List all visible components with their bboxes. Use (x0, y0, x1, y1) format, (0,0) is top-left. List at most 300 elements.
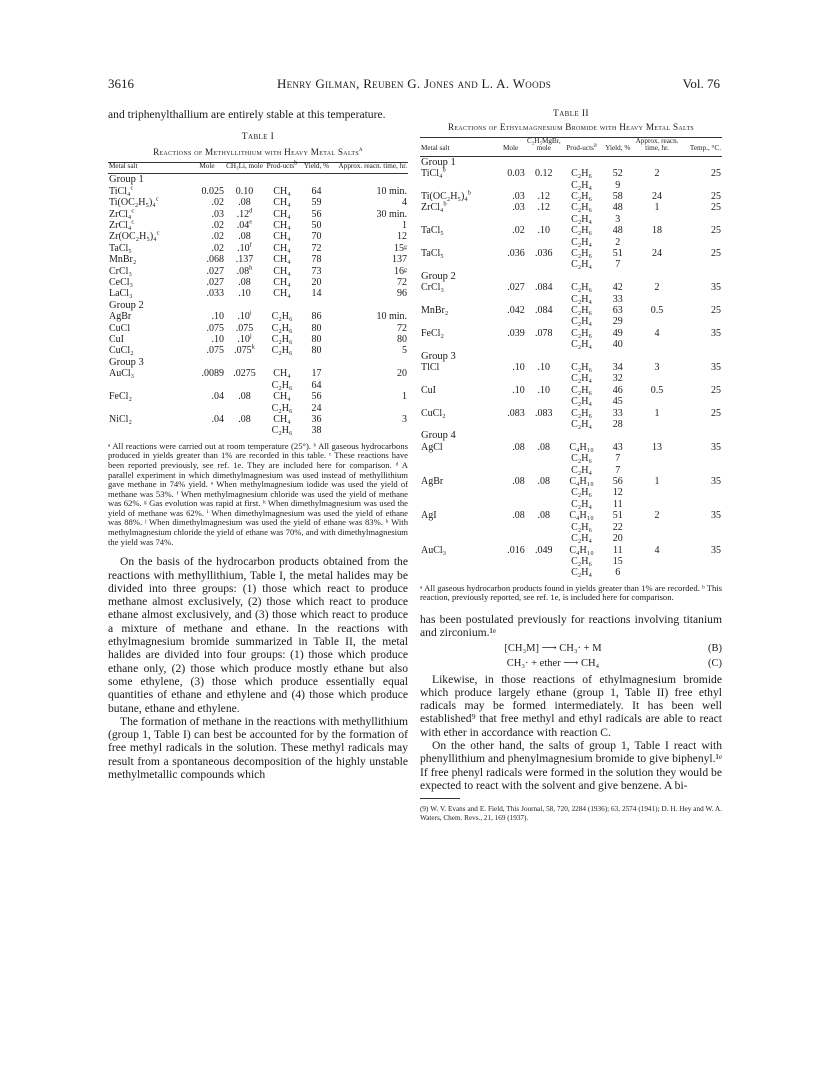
table1-time: 96 (397, 288, 407, 300)
table1-mole: .03 (211, 208, 224, 220)
table1-metal-salt-cell (108, 368, 189, 379)
table2-metal-salt-cell (420, 248, 496, 259)
table2-temp (680, 214, 722, 225)
table1-methyllithium-cell (225, 311, 264, 322)
table2-row (420, 522, 722, 533)
table2-metal-salt-cell (420, 339, 496, 350)
table2-yield: 48 (612, 225, 623, 237)
table2-row (420, 168, 722, 179)
table1-methyllithium-mole: .12 (236, 208, 250, 220)
table2-temp: 25 (711, 202, 721, 214)
table1-yield: 80 (311, 334, 322, 346)
table2-row (420, 294, 722, 305)
table1-metal-salt: Ti(OC₂H₅)₄ (109, 197, 156, 209)
table2-grignard-mole (526, 316, 562, 327)
table1-mole: .068 (206, 254, 224, 266)
table2-yield: 34 (612, 362, 623, 373)
table1-metal-salt-cell (108, 209, 189, 220)
table2-temp (680, 556, 722, 567)
table2-group-row (420, 156, 722, 168)
table2-mole: .016 (507, 544, 525, 556)
table1-header-mark-3: b (294, 159, 298, 167)
table1-product: CH₄ (273, 185, 291, 197)
table1-header-text-5: Approx. reacn. time, hr. (338, 161, 407, 170)
table2-row (420, 191, 722, 202)
left-column (108, 108, 408, 781)
table2-temp (680, 259, 722, 270)
table1-mole (189, 425, 225, 436)
table1-metal-salt-cell (108, 323, 189, 334)
table1-metal-salt: Zr(OC₂H₅)₄ (109, 231, 157, 243)
table1-metal-salt: ZrCl₄ (109, 220, 132, 232)
table1-methyllithium-cell (225, 368, 264, 379)
table2-temp: 35 (711, 544, 721, 556)
table2-temp (680, 567, 722, 578)
table2-grignard-mole: .08 (537, 476, 551, 488)
table2-row (420, 442, 722, 453)
table1-product: CH₄ (273, 288, 291, 300)
table2-mole: .042 (507, 304, 525, 316)
table2-metal-salt-cell (420, 385, 496, 396)
table1-methyllithium-cell (225, 277, 264, 288)
table2-product: C₂H₆ (571, 225, 592, 237)
table1-product: C₂H₆ (271, 322, 293, 334)
table2-mole (496, 259, 526, 270)
table2-yield: 20 (612, 533, 623, 545)
table1-mole-mark: k (251, 344, 255, 352)
table2-product: C₂H₆ (571, 327, 592, 339)
table2-grignard-mole (526, 499, 562, 510)
table2-yield: 51 (612, 510, 623, 522)
table1-metal-salt: NiCl₂ (109, 413, 132, 425)
table2-yield: 22 (612, 521, 623, 533)
table1-yield: 59 (311, 197, 322, 209)
table2-product: C₂H₄ (571, 419, 592, 431)
table2-product: C₂H₄ (571, 533, 592, 545)
table2-metal-salt-cell (420, 294, 496, 305)
table2-product: C₂H₆ (571, 555, 592, 567)
table1-methyllithium-cell (225, 414, 264, 425)
table2-grignard-mole (526, 259, 562, 270)
table2-product: C₂H₄ (571, 464, 592, 476)
table1-row (108, 334, 408, 345)
table1-mole-mark: j (249, 332, 252, 340)
table2-mole (496, 373, 526, 384)
table1-metal-salt-cell (108, 266, 189, 277)
table2-grignard-mole: .036 (535, 247, 553, 259)
table2-time (634, 499, 679, 510)
table2-metal-salt: TlCl (421, 362, 440, 373)
table2-metal-salt: CuCl₂ (421, 407, 446, 419)
table2-row (420, 419, 722, 430)
table2-grignard-mole (526, 294, 562, 305)
table1-methyllithium-mole: .08 (238, 277, 251, 289)
table2-temp: 25 (711, 190, 721, 202)
table2-metal-salt-cell (420, 510, 496, 521)
table1-title-mark: a (358, 146, 363, 154)
table2-time: 0.5 (650, 304, 664, 316)
table2-header-text-4: Yield, % (605, 144, 631, 153)
left-paragraph-1: On the basis of the hydrocarbon products obtained from the reactions with methyllithium, Table I, the metal halides may be divided into three groups: (1) those which react to produce methane almost exclusively, (2) those which react to produce ethane almost exclusively, and (3) those which react to produce a mixture of methane and ethane. In the reactions with ethylmagnesium bromide summarized in Table II, the metal halides are divided into four groups: (1) those which produce ethane only, (2) those which produce mostly ethane but also some ethylene, (3) those which produce essentially equal quantities of ethane and ethylene and (4) those which produce butane, ethane and ethylene. (108, 555, 408, 715)
table2-mole: .08 (512, 476, 525, 488)
table2-grignard-mole (526, 180, 562, 191)
table2-row (420, 499, 722, 510)
table2-grignard-mole (526, 419, 562, 430)
table1-metal-salt: CuI (109, 334, 124, 346)
table2-metal-salt: TaCl₅ (421, 247, 444, 259)
equation-c-label: (C) (708, 658, 722, 669)
table2-group-row (420, 430, 722, 441)
table2-metal-salt: AuCl₃ (421, 544, 447, 556)
table1-metal-salt: FeCl₂ (109, 391, 132, 403)
table2-metal-salt-cell (420, 545, 496, 556)
table2-mole (496, 294, 526, 305)
table2-mole (496, 522, 526, 533)
table1-time (333, 425, 408, 436)
table1-time: 10 min. (376, 185, 407, 197)
table1-time (333, 403, 408, 414)
table2-product: C₂H₆ (571, 521, 592, 533)
table2-mole (496, 180, 526, 191)
table2-salt-mark: b (442, 166, 446, 174)
table2-mole: .027 (507, 282, 525, 294)
table2-metal-salt-cell (420, 316, 496, 327)
table1-product: CH₄ (273, 277, 291, 289)
page-number: 3616 (108, 76, 134, 91)
table2-metal-salt-cell (420, 168, 496, 179)
table1-group-label: Group 3 (109, 356, 144, 368)
table2-metal-salt: CrCl₃ (421, 282, 444, 294)
table2-group-row (420, 351, 722, 362)
table2-time: 1 (654, 407, 660, 419)
table1-header-text-1: Mole (199, 161, 215, 170)
table1-product: C₂H₆ (271, 379, 293, 391)
table1-title-text: Reactions of Methyllithium with Heavy Metal Salts (153, 147, 359, 158)
table2-temp: 35 (711, 362, 721, 373)
intro-text: and triphenylthallium are entirely stable at this temperature. (108, 108, 386, 121)
table1-methyllithium-cell (225, 243, 264, 254)
table1-metal-salt: CeCl₃ (109, 277, 134, 289)
table1-metal-salt: ZrCl₄ (109, 208, 132, 220)
table1-metal-salt-cell (108, 403, 189, 414)
volume-label: Vol. 76 (682, 76, 720, 91)
table1-methyllithium-mole: .08 (238, 197, 251, 209)
table1-methyllithium-cell (225, 403, 264, 414)
table2-product: C₂H₆ (571, 168, 592, 180)
table1-metal-salt-cell (108, 334, 189, 345)
table2-metal-salt-cell (420, 237, 496, 248)
table1-group-label: Group 1 (109, 174, 144, 186)
table1-metal-salt-cell (108, 345, 189, 356)
table1-header-5 (333, 162, 408, 174)
table2-header-0 (420, 137, 496, 156)
table1-metal-salt-cell (108, 311, 189, 322)
table1-product: C₂H₆ (271, 402, 293, 414)
table2-temp (680, 419, 722, 430)
table2-metal-salt: TiCl₄ (421, 168, 443, 180)
table1-time: 3 (402, 413, 407, 425)
table1-mole: .02 (211, 197, 224, 209)
table2-mole: 0.03 (507, 168, 525, 180)
table2-time (634, 533, 679, 544)
table1-mole: .04 (211, 391, 224, 403)
table2-temp (680, 339, 722, 350)
table2-temp (680, 499, 722, 510)
table2-row (420, 180, 722, 191)
reference-9: (9) W. V. Evans and E. Field, This Journal, 58, 720, 2284 (1936); 63, 2574 (1941); D. H. Hey and W. A. Waters, Chem. Revs., 21, 169 (1937). (420, 805, 722, 822)
table2-product: C₂H₆ (571, 407, 592, 419)
table2-row (420, 510, 722, 521)
table2-title: Reactions of Ethylmagnesium Bromide with Heavy Metal Salts (447, 122, 695, 132)
table2-grignard-mole: .084 (535, 282, 553, 294)
table2-time (634, 419, 679, 430)
table2-product: C₄H₁₀ (569, 544, 594, 556)
table1-product: CH₄ (273, 208, 291, 220)
table2-metal-salt-cell (420, 214, 496, 225)
table2-product: C₄H₁₀ (569, 476, 594, 488)
table2-row (420, 282, 722, 293)
table2-header-text-0: Metal salt (421, 144, 450, 153)
table1-product: C₂H₆ (271, 425, 293, 437)
table1-methyllithium-cell (225, 288, 264, 299)
table1-header-text-3: Prod-ucts (266, 161, 295, 170)
table1-product: CH₄ (273, 231, 291, 243)
equation-b (420, 642, 722, 656)
table2-yield: 11 (612, 544, 623, 556)
table2-time (634, 237, 679, 248)
table2-yield: 56 (612, 476, 623, 488)
table1-product: CH₄ (273, 391, 291, 403)
table2 (420, 137, 722, 579)
table1-title (108, 147, 408, 159)
table1-yield: 64 (311, 185, 322, 197)
table2-mole (496, 419, 526, 430)
table1-time: 16ᵍ (393, 265, 407, 277)
table2-metal-salt-cell (420, 191, 496, 202)
table1-yield: 50 (311, 220, 322, 232)
table1-methyllithium-cell (225, 345, 264, 356)
table1-group-row (108, 300, 408, 311)
table1-metal-salt: TiCl₄ (109, 185, 131, 197)
table2-time: 4 (654, 544, 660, 556)
table1-methyllithium-cell (225, 334, 264, 345)
table1-row (108, 254, 408, 265)
table2-metal-salt-cell (420, 225, 496, 236)
table2-yield: 48 (612, 202, 623, 214)
table2-temp: 35 (711, 510, 721, 522)
table2-metal-salt-cell (420, 465, 496, 476)
table2-grignard-mole: .12 (537, 190, 551, 202)
table1-row (108, 186, 408, 197)
table1-methyllithium-cell (225, 323, 264, 334)
table2-metal-salt-cell (420, 476, 496, 487)
table1-product: CH₄ (273, 265, 291, 277)
table2-grignard-mole: .10 (537, 384, 551, 396)
table2-metal-salt-cell (420, 567, 496, 578)
table1-header-4 (300, 162, 333, 174)
table2-yield: 7 (615, 464, 621, 476)
table2-row (420, 487, 722, 498)
table2-metal-salt-cell (420, 487, 496, 498)
table2-row (420, 328, 722, 339)
table1-header-text-0: Metal salt (109, 161, 138, 170)
table2-metal-salt: ZrCl₄ (421, 202, 444, 214)
table1-yield: 70 (311, 231, 322, 243)
table1-row (108, 345, 408, 356)
table2-product: C₂H₆ (571, 362, 592, 373)
table2-yield: 12 (612, 487, 623, 499)
table2-grignard-mole (526, 567, 562, 578)
table2-grignard-mole: .10 (537, 225, 551, 237)
table2-metal-salt: Ti(OC₂H₅)₄ (421, 190, 468, 202)
table2-metal-salt-cell (420, 522, 496, 533)
table1-product: CH₄ (273, 197, 291, 209)
table1-mole: .10 (211, 334, 224, 346)
table1-metal-salt: CuCl (109, 322, 131, 334)
table2-temp (680, 453, 722, 464)
table2-metal-salt: AgI (421, 510, 437, 522)
table2-temp (680, 294, 722, 305)
table1-methyllithium-cell (225, 266, 264, 277)
table2-metal-salt: FeCl₂ (421, 327, 444, 339)
table1-methyllithium-mole: 0.10 (235, 185, 254, 197)
table2-mole: .10 (512, 384, 525, 396)
right-paragraph-3: On the other hand, the salts of group 1, Table I react with phenyllithium and phenylmagnesium bromide to give biphenyl.¹ᵉ If free phenyl radicals were formed in the solution they would be expected to react with the solvent and give benzene. A bi- (420, 738, 722, 792)
table2-yield: 29 (612, 316, 623, 328)
table2-header-text-1: Mole (503, 144, 519, 153)
table1-time: 4 (402, 197, 407, 209)
table2-grignard-mole: .10 (537, 362, 551, 373)
table1-row (108, 209, 408, 220)
table2-mole: .03 (512, 202, 525, 214)
table2-yield: 11 (612, 498, 623, 510)
table2-product: C₄H₁₀ (569, 441, 594, 453)
table1-mole: .02 (211, 231, 224, 243)
table1-time: 12 (397, 231, 407, 243)
table1-time: 72 (397, 322, 407, 334)
table2-row (420, 237, 722, 248)
table1-mole (189, 403, 225, 414)
table1-mole-mark: e (249, 218, 253, 226)
table1-methyllithium-cell (225, 186, 264, 197)
table2-time (634, 180, 679, 191)
table2-yield: 49 (612, 327, 623, 339)
table2-time: 1 (654, 476, 660, 488)
table1-methyllithium-mole: .10 (237, 311, 250, 323)
table2-mole (496, 339, 526, 350)
table1-yield: 80 (311, 345, 322, 357)
table1-mole-mark: f (249, 241, 252, 249)
table2-time: 2 (654, 168, 660, 180)
table2-row (420, 567, 722, 578)
table2-metal-salt: CuI (421, 384, 436, 396)
table2-metal-salt-cell (420, 442, 496, 453)
table1-time: 72 (397, 277, 407, 289)
table2-grignard-mole (526, 522, 562, 533)
table1-row (108, 288, 408, 299)
table2-metal-salt-cell (420, 180, 496, 191)
table2-temp: 25 (711, 407, 721, 419)
table2-time: 1 (654, 202, 660, 214)
table2-yield: 42 (612, 282, 623, 294)
table1-group-label: Group 2 (109, 299, 144, 311)
table2-grignard-mole (526, 214, 562, 225)
table2-mole (496, 556, 526, 567)
table2-row (420, 248, 722, 259)
table1-time: 1 (402, 391, 407, 403)
table2-mole: .10 (512, 362, 525, 373)
table2-time (634, 522, 679, 533)
table1-row (108, 425, 408, 436)
table2-time: 2 (654, 282, 660, 294)
table2-row (420, 396, 722, 407)
authors-line: Henry Gilman, Reuben G. Jones and L. A. Woods (276, 76, 552, 91)
table2-mole (496, 396, 526, 407)
table2-time (634, 396, 679, 407)
table1-methyllithium-mole: .08 (236, 265, 250, 277)
table2-mole (496, 499, 526, 510)
table2-row (420, 408, 722, 419)
table2-temp: 25 (711, 168, 721, 180)
table2-mole (496, 487, 526, 498)
table1-yield: 24 (311, 402, 322, 414)
table2-time: 2 (654, 510, 660, 522)
table1-product: C₂H₆ (271, 334, 293, 346)
table2-row (420, 545, 722, 556)
table2-row (420, 259, 722, 270)
table2-header-mark-3: a (593, 141, 597, 149)
table2-yield: 33 (612, 293, 623, 305)
table2-grignard-mole: .083 (535, 407, 553, 419)
table2-product: C₂H₄ (571, 293, 592, 305)
table2-product: C₂H₆ (571, 384, 592, 396)
table1-header-0 (108, 162, 189, 174)
table1-group-row (108, 174, 408, 186)
table2-product: C₂H₄ (571, 316, 592, 328)
table2-product: C₂H₄ (571, 259, 592, 271)
table2-salt-mark: b (467, 189, 472, 197)
table1-metal-salt: LaCl₃ (109, 288, 133, 300)
table1-row (108, 197, 408, 208)
table2-time (634, 556, 679, 567)
table2-temp (680, 487, 722, 498)
table2-row (420, 453, 722, 464)
table2-yield: 52 (612, 168, 623, 180)
table2-yield: 7 (615, 453, 621, 465)
table1-time: 1 (402, 220, 407, 232)
table2-metal-salt-cell (420, 533, 496, 544)
table2-header-text-3: Prod-ucts (566, 144, 594, 153)
table1-row (108, 311, 408, 322)
table2-mole (496, 533, 526, 544)
table2-yield: 51 (612, 247, 623, 259)
table2-mole (496, 237, 526, 248)
table2-yield: 58 (612, 190, 623, 202)
table2-salt-mark: b (443, 200, 447, 208)
table2-header-4 (601, 137, 634, 156)
table2-grignard-mole: .084 (535, 304, 553, 316)
equation-c-text: CH₃· + ether ⟶ CH₄ (506, 658, 600, 669)
table2-product: C₂H₆ (571, 282, 592, 294)
table1-header-2 (225, 162, 264, 174)
table2-temp (680, 396, 722, 407)
table1-row (108, 368, 408, 379)
table1-mole: .033 (206, 288, 224, 300)
table1-methyllithium-mole: .137 (235, 254, 254, 266)
table2-product: C₂H₄ (571, 373, 592, 385)
table1-header-text-4: Yield, % (303, 161, 330, 170)
table1-mole: .027 (206, 277, 224, 289)
